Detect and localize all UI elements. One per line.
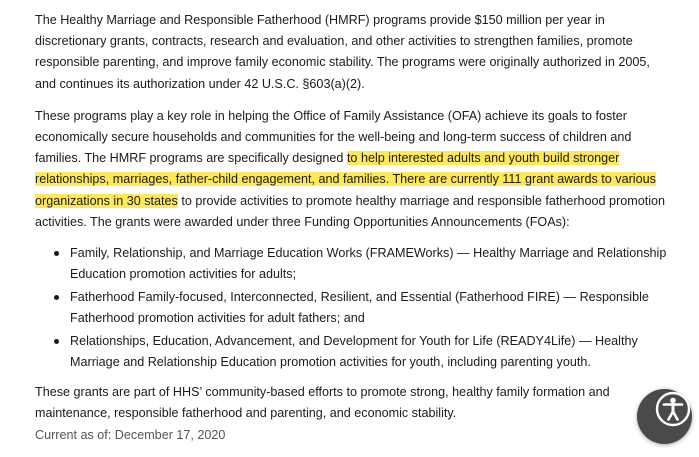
programs-paragraph	[35, 106, 667, 233]
list-item-ready4life: Relationships, Education, Advancement, and Development for Youth for Life (READY4Life) — Healthy Marriage and Relationship Education promotion activities for youth, including parenting youth.	[70, 331, 667, 373]
last-updated-date: Current as of: December 17, 2020	[35, 427, 226, 442]
programs-paragraph-text: These programs play a key role in helping the Office of Family Assistance (OFA) achieve its goals to foster economically secure households and communities for the well-being and long-term success of children and families. The HMRF programs are specifically designed	[35, 108, 632, 166]
programs-paragraph-text-end: to provide activities to promote healthy marriage and responsible fatherhood promotion activities. The grants were awarded under three Funding Opportunities Announcements (FOAs):	[35, 193, 666, 229]
accessibility-person-icon	[653, 389, 693, 429]
intro-paragraph: The Healthy Marriage and Responsible Fatherhood (HMRF) programs provide $150 million per year in discretionary grants, contracts, research and evaluation, and other activities to strengthen families, promote responsible parenting, and improve family economic stability. The programs were originally authorized in 2005, and continues its authorization under 42 U.S.C. §603(a)(2).	[35, 13, 650, 91]
community-paragraph: These grants are part of HHS’ community-based efforts to promote strong, healthy family formation and maintenance, responsible fatherhood and parenting, and economic stability.	[35, 385, 610, 421]
list-item-fatherhood-fire: Fatherhood Family-focused, Interconnected, Resilient, and Essential (Fatherhood FIRE) — Responsible Fatherhood promotion activities for adult fathers; and	[70, 287, 667, 329]
accessibility-widget-button[interactable]	[637, 389, 692, 444]
list-item-frameworks: Family, Relationship, and Marriage Education Works (FRAMEWorks) — Healthy Marriage and Relationship Education promotion activities for adults;	[70, 243, 667, 285]
foa-list	[35, 243, 667, 373]
highlighted-text: to help interested adults and youth build stronger relationships, marriages, father-child engagement, and families. There are currently 111 grant awards to various organizations in 30 states	[35, 151, 656, 208]
article-body	[35, 10, 667, 446]
